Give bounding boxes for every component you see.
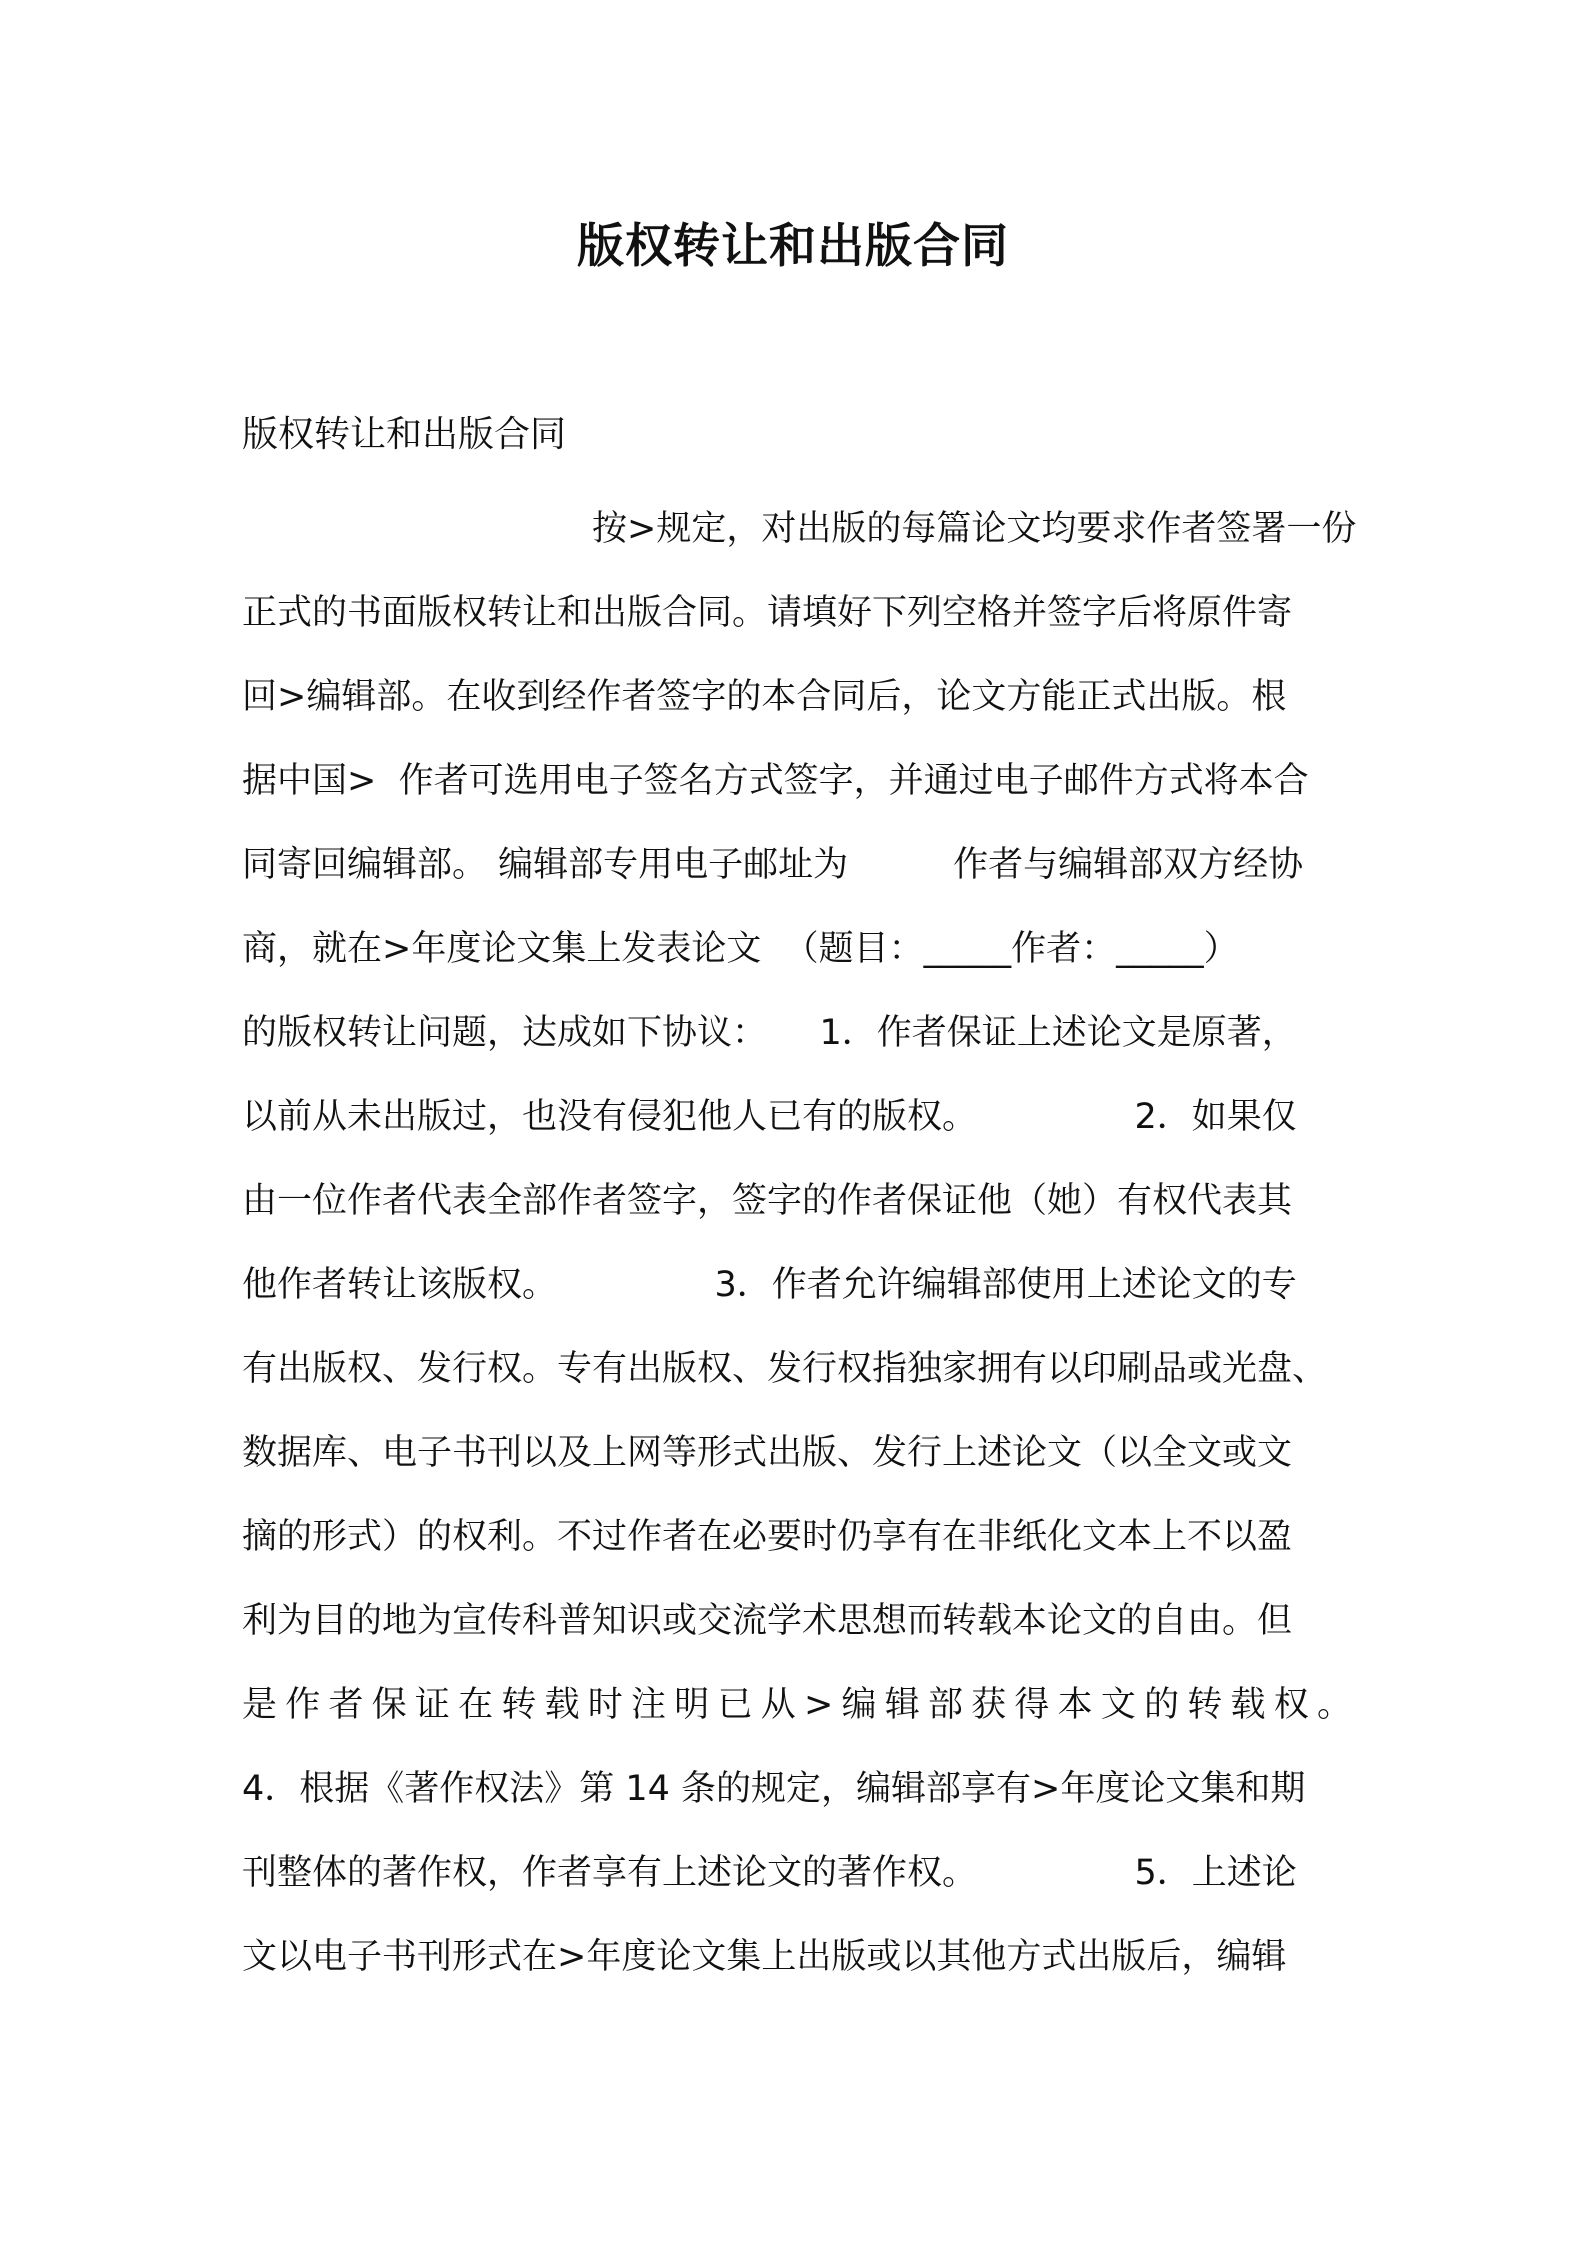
body-line: 的版权转让问题，达成如下协议： 1．作者保证上述论文是原著， — [242, 1013, 1297, 1053]
document-subtitle: 版权转让和出版合同 — [242, 414, 567, 455]
document-title: 版权转让和出版合同 — [577, 219, 1009, 274]
body-line: 摘的形式）的权利。不过作者在必要时仍享有在非纸化文本上不以盈 — [242, 1517, 1293, 1557]
body-line: 按>规定，对出版的每篇论文均要求作者签署一份 — [242, 509, 1357, 549]
body-line: 数据库、电子书刊以及上网等形式出版、发行上述论文（以全文或文 — [242, 1433, 1293, 1473]
body-line: 以前从未出版过，也没有侵犯他人已有的版权。 2．如果仅 — [242, 1097, 1297, 1137]
body-line: 正式的书面版权转让和出版合同。请填好下列空格并签字后将原件寄 — [242, 593, 1293, 633]
body-line: 有出版权、发行权。专有出版权、发行权指独家拥有以印刷品或光盘、 — [242, 1349, 1328, 1389]
body-line: 回>编辑部。在收到经作者签字的本合同后，论文方能正式出版。根 — [242, 677, 1287, 717]
body-line: 是作者保证在转载时注明已从>编辑部获得本文的转载权。 — [242, 1685, 1352, 1725]
body-line: 同寄回编辑部。 编辑部专用电子邮址为 作者与编辑部双方经协 — [242, 845, 1304, 885]
body-line: 由一位作者代表全部作者签字，签字的作者保证他（她）有权代表其 — [242, 1181, 1293, 1221]
body-line: 4．根据《著作权法》第 14 条的规定，编辑部享有>年度论文集和期 — [242, 1769, 1306, 1809]
body-line: 利为目的地为宣传科普知识或交流学术思想而转载本论文的自由。但 — [242, 1601, 1293, 1641]
body-line: 据中国> 作者可选用电子签名方式签字，并通过电子邮件方式将本合 — [242, 761, 1309, 801]
body-line: 刊整体的著作权，作者享有上述论文的著作权。 5．上述论 — [242, 1853, 1297, 1893]
document-body — [242, 487, 1357, 1999]
body-line: 他作者转让该版权。 3．作者允许编辑部使用上述论文的专 — [242, 1265, 1297, 1305]
body-line: 商，就在>年度论文集上发表论文 （题目：_____作者：_____） — [242, 929, 1239, 969]
body-line: 文以电子书刊形式在>年度论文集上出版或以其他方式出版后，编辑 — [242, 1937, 1287, 1977]
